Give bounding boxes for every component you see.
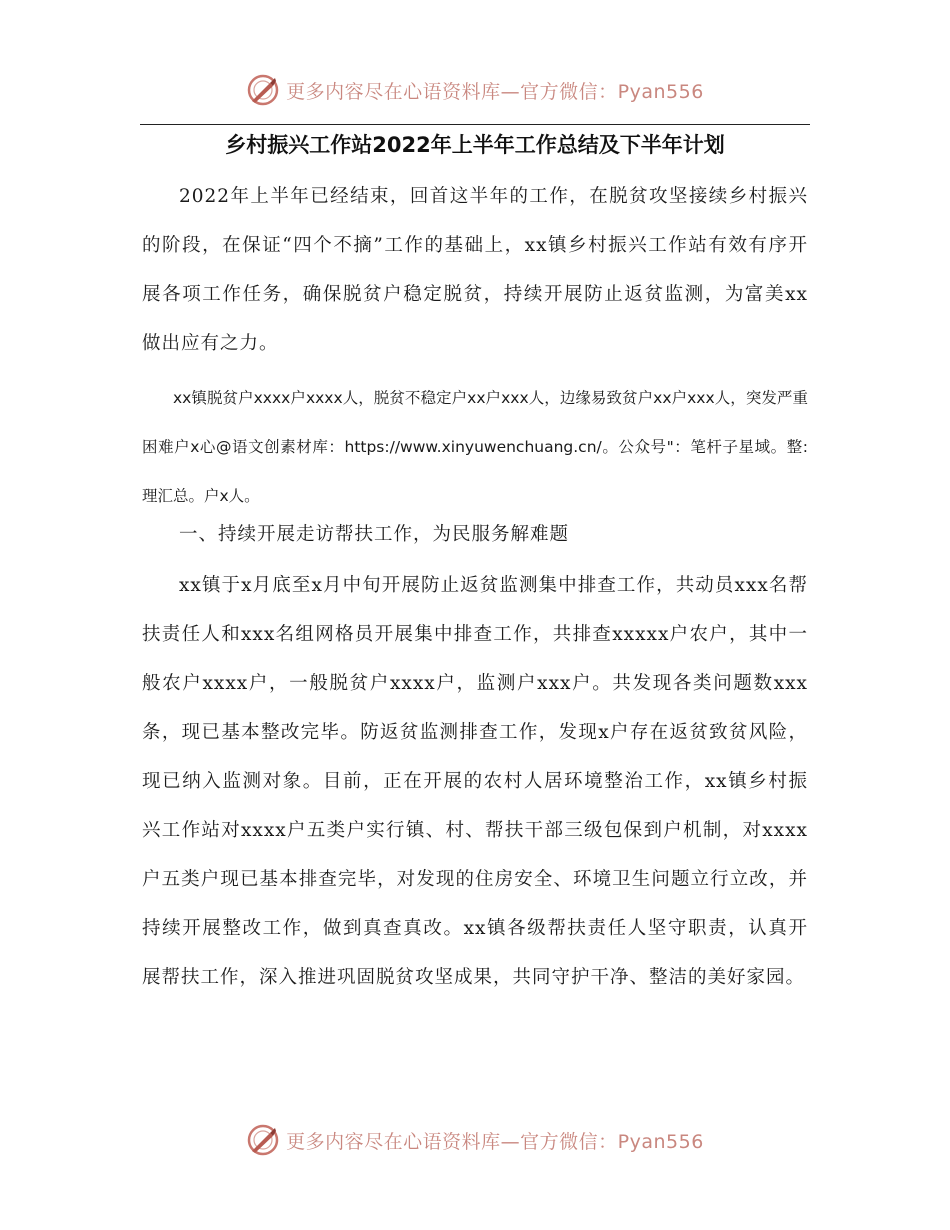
intro-paragraph: 2022年上半年已经结束，回首这半年的工作，在脱贫攻坚接续乡村振兴的阶段，在保证“四个不摘”工作的基础上，xx镇乡村振兴工作站有效有序开展各项工作任务，确保脱贫户稳定脱贫，持续开展防止返贫监测，为富美xx做出应有之力。 — [142, 186, 808, 354]
banner-text: 更多内容尽在心语资料库—官方微信：Pyan556 — [286, 1130, 704, 1153]
body-paragraph: xx镇于x月底至x月中旬开展防止返贫监测集中排查工作，共动员xxx名帮扶责任人和xxx名组网格员开展集中排查工作，共排查xxxxx户农户，其中一般农户xxxx户，一般脱贫户xxxx户，监测户xxx户。共发现各类问题数xxx条，现已基本整改完毕。防返贫监测排查工作，发现x户存在返贫致贫风险，现已纳入监测对象。目前，正在开展的农村人居环境整治工作，xx镇乡村振兴工作站对xxxx户五类户实行镇、村、帮扶干部三级包保到户机制，对xxxx户五类户现已基本排查完毕，对发现的住房安全、环境卫生问题立行立改，并持续开展整改工作，做到真查真改。xx镇各级帮扶责任人坚守职责，认真开展帮扶工作，深入推进巩固脱贫攻坚成果，共同守护干净、整洁的美好家园。 — [142, 575, 808, 988]
header-divider — [140, 124, 810, 125]
section-heading: 一、持续开展走访帮扶工作，为民服务解难题 — [179, 524, 570, 545]
header-watermark-banner — [0, 70, 950, 110]
quill-pen-in-circle-icon — [246, 1123, 280, 1157]
quill-pen-in-circle-icon — [246, 73, 280, 107]
statistics-paragraph: xx镇脱贫户xxxx户xxxx人，脱贫不稳定户xx户xxx人，边缘易致贫户xx户xxx人，突发严重困难户x心@语文创素材库：https://www.xinyuwenchuang.cn/。公众号"：笔杆子星域。整:理汇总。户x人。 — [142, 389, 808, 505]
document-title: 乡村振兴工作站2022年上半年工作总结及下半年计划 — [225, 133, 725, 157]
banner-text: 更多内容尽在心语资料库—官方微信：Pyan556 — [286, 80, 704, 103]
footer-watermark-banner — [0, 1120, 950, 1160]
